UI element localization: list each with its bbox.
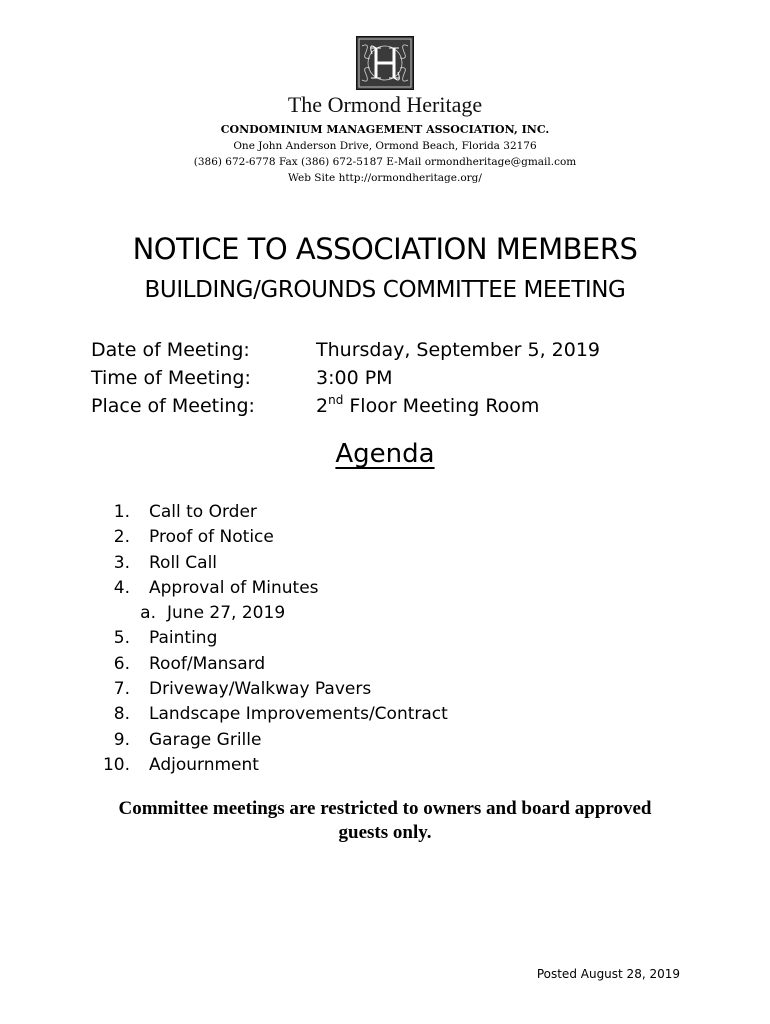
meeting-title: BUILDING/GROUNDS COMMITTEE MEETING [144,277,626,303]
agenda-item-text: Adjournment [149,754,259,775]
agenda-item-number: 5. [113,628,130,649]
agenda-item-text: Garage Grille [149,729,262,750]
agenda-item [0,704,770,729]
attendance-restriction-line-1: Committee meetings are restricted to owners and board approved [118,798,652,819]
agenda-item-text: Proof of Notice [149,527,274,548]
agenda-item-text: Roof/Mansard [149,653,266,674]
agenda-subitem-text: June 27, 2019 [167,603,286,624]
agenda-item-number: 3. [113,552,130,573]
agenda-item-number: 9. [113,729,130,750]
organization-subtitle: CONDOMINIUM MANAGEMENT ASSOCIATION, INC. [220,123,550,136]
agenda-item-number: 8. [113,704,130,725]
agenda-item-text: Roll Call [149,552,218,573]
notice-title: NOTICE TO ASSOCIATION MEMBERS [132,232,638,266]
agenda-item [0,654,770,679]
agenda-item-text: Call to Order [149,502,257,522]
agenda-item-text: Driveway/Walkway Pavers [149,679,372,700]
agenda-item [0,679,770,704]
organization-contact: (386) 672-6778 Fax (386) 672-5187 E-Mail ormondheritage@gmail.com [193,156,577,168]
meeting-place-floor-suffix: nd [328,393,344,407]
agenda-item-number: 4. [113,577,130,598]
meeting-place-floor-number: 2 [316,395,329,417]
organization-address: One John Anderson Drive, Ormond Beach, Florida 32176 [233,140,537,152]
meeting-date-value: Thursday, September 5, 2019 [316,339,601,361]
agenda-subitem [0,603,770,628]
agenda-item-number: 7. [113,679,130,700]
posted-date: Posted August 28, 2019 [536,967,680,981]
ornate-letter-h-logo-icon [356,36,414,90]
agenda-item-text: Landscape Improvements/Contract [149,704,448,725]
agenda-item [0,578,770,603]
agenda-item-number: 1. [113,502,130,522]
agenda-item [0,755,770,780]
agenda-item [0,527,770,552]
agenda-item-text: Approval of Minutes [149,577,319,598]
agenda-subitem-letter: a. [140,603,156,624]
attendance-restriction-notice [0,797,770,845]
attendance-restriction-line-2: guests only. [338,822,432,843]
meeting-place-label: Place of Meeting: [91,395,255,417]
agenda-item [0,502,770,527]
agenda-item-text: Painting [149,628,218,649]
meeting-place-room: Floor Meeting Room [343,395,540,417]
organization-website: Web Site http://ormondheritage.org/ [288,172,482,184]
agenda-list [0,502,770,780]
agenda-item [0,730,770,755]
agenda-heading: Agenda [335,439,435,469]
organization-name: The Ormond Heritage [287,92,483,117]
agenda-item [0,553,770,578]
agenda-item-number: 10. [102,754,130,775]
agenda-item [0,628,770,653]
meeting-place-value [316,395,539,417]
meeting-date-label: Date of Meeting: [91,339,250,361]
agenda-item-number: 6. [113,653,130,674]
agenda-item-number: 2. [113,527,130,548]
meeting-time-value: 3:00 PM [316,367,393,389]
meeting-time-label: Time of Meeting: [91,367,251,389]
